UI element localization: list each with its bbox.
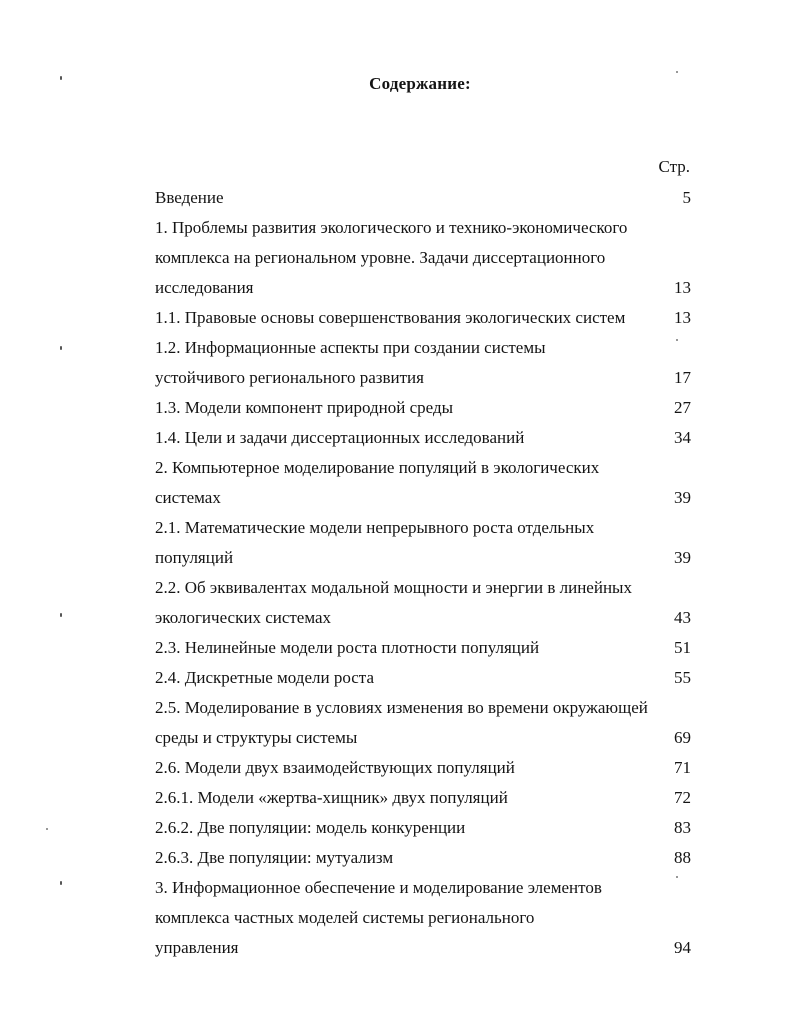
toc-page-number: 34 <box>674 428 691 447</box>
toc-line <box>155 693 691 723</box>
toc-entry-text: Введение <box>155 188 224 207</box>
toc-page-number: 27 <box>674 398 691 417</box>
toc-page-number: 13 <box>674 308 691 327</box>
scan-speck <box>60 613 62 617</box>
toc-page-number: 55 <box>674 668 691 687</box>
page-title: Содержание: <box>369 74 471 93</box>
toc-page-number: 39 <box>674 488 691 507</box>
toc-entry-text: экологических системах <box>155 608 332 627</box>
scan-dot <box>676 876 678 878</box>
toc-line <box>155 213 691 243</box>
toc-page-number: 13 <box>674 278 691 297</box>
toc-line <box>155 363 691 393</box>
toc-line <box>155 753 691 783</box>
toc-entry-text: 2.1. Математические модели непрерывного роста отдельных <box>155 518 595 537</box>
toc-entry-text: комплекса частных моделей системы регионального <box>155 908 535 927</box>
toc-line <box>155 603 691 633</box>
toc-entry-text: управления <box>155 938 239 957</box>
toc-entry-text: комплекса на региональном уровне. Задачи диссертационного <box>155 248 606 267</box>
toc-line <box>155 813 691 843</box>
toc-line <box>155 873 691 903</box>
toc-page-number: 17 <box>674 368 691 387</box>
toc-entry-text: 2.5. Моделирование в условиях изменения во времени окружающей <box>155 698 648 717</box>
toc-line <box>155 183 691 213</box>
toc-entry-text: 2.6.2. Две популяции: модель конкуренции <box>155 818 466 837</box>
toc-line <box>155 513 691 543</box>
toc-line <box>155 273 691 303</box>
toc-entry-text: 2.6.3. Две популяции: мутуализм <box>155 848 394 867</box>
toc-line <box>155 243 691 273</box>
toc-page-number: 39 <box>674 548 691 567</box>
toc-page-number: 71 <box>674 758 691 777</box>
toc-line <box>155 543 691 573</box>
toc-line <box>155 723 691 753</box>
table-of-contents <box>155 183 691 963</box>
toc-line <box>155 663 691 693</box>
toc-line <box>155 843 691 873</box>
scan-dot <box>676 339 678 341</box>
toc-line <box>155 933 691 963</box>
toc-page-number: 51 <box>674 638 691 657</box>
toc-page-number: 88 <box>674 848 691 867</box>
toc-entry-text: 1.1. Правовые основы совершенствования экологических систем <box>155 308 626 327</box>
toc-line <box>155 453 691 483</box>
toc-entry-text: системах <box>155 488 221 507</box>
toc-page-number: 94 <box>674 938 691 957</box>
toc-page-number: 43 <box>674 608 691 627</box>
toc-entry-text: популяций <box>155 548 234 567</box>
toc-entry-text: устойчивого регионального развития <box>155 368 424 387</box>
toc-entry-text: 2.3. Нелинейные модели роста плотности популяций <box>155 638 540 657</box>
scan-speck <box>60 881 62 885</box>
scan-speck <box>60 346 62 350</box>
toc-line <box>155 573 691 603</box>
toc-entry-text: 2. Компьютерное моделирование популяций в экологических <box>155 458 600 477</box>
toc-line <box>155 393 691 423</box>
scan-dot <box>676 71 678 73</box>
toc-line <box>155 303 691 333</box>
toc-line <box>155 423 691 453</box>
toc-line <box>155 483 691 513</box>
toc-entry-text: 1.2. Информационные аспекты при создании системы <box>155 338 546 357</box>
toc-line <box>155 633 691 663</box>
page-column-header: Стр. <box>658 157 690 176</box>
toc-entry-text: 2.2. Об эквивалентах модальной мощности и энергии в линейных <box>155 578 632 597</box>
toc-entry-text: 1.3. Модели компонент природной среды <box>155 398 454 417</box>
scan-dot <box>46 828 48 830</box>
toc-page-number: 5 <box>682 188 691 207</box>
toc-entry-text: среды и структуры системы <box>155 728 358 747</box>
toc-line <box>155 903 691 933</box>
toc-entry-text: 1. Проблемы развития экологического и технико-экономического <box>155 218 628 237</box>
toc-line <box>155 783 691 813</box>
toc-entry-text: 1.4. Цели и задачи диссертационных исследований <box>155 428 525 447</box>
toc-entry-text: 2.4. Дискретные модели роста <box>155 668 374 687</box>
toc-entry-text: 3. Информационное обеспечение и моделирование элементов <box>155 878 602 897</box>
toc-line <box>155 333 691 363</box>
scan-speck <box>60 76 62 80</box>
toc-page-number: 83 <box>674 818 691 837</box>
toc-page-number: 69 <box>674 728 691 747</box>
toc-entry-text: исследования <box>155 278 254 297</box>
toc-entry-text: 2.6. Модели двух взаимодействующих популяций <box>155 758 515 777</box>
toc-page-number: 72 <box>674 788 691 807</box>
toc-entry-text: 2.6.1. Модели «жертва-хищник» двух популяций <box>155 788 508 807</box>
